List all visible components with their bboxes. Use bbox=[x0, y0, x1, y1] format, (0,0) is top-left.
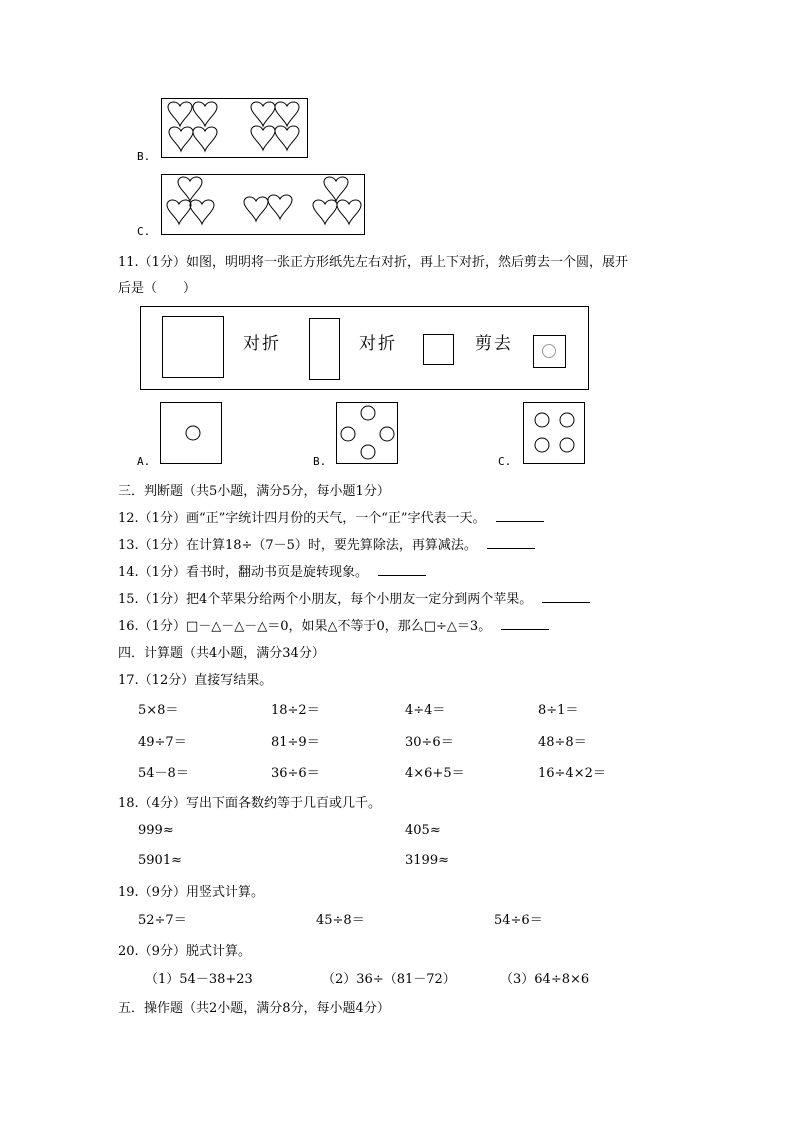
square-paper bbox=[162, 316, 224, 378]
q18-item: 405≈ bbox=[405, 823, 441, 838]
q13: 13.（1分）在计算18÷（7－5）时，要先算除法，再算减法。 bbox=[118, 534, 535, 553]
q17-item: 81÷9＝ bbox=[271, 735, 320, 750]
q10-option-b-figure bbox=[161, 98, 308, 159]
heart-icon bbox=[275, 126, 299, 150]
heart-icon bbox=[167, 200, 191, 224]
q11-option-c-label: C. bbox=[498, 455, 512, 468]
heart-icon bbox=[251, 126, 275, 150]
heart-icon bbox=[169, 127, 193, 151]
q20-item: （3）64÷8×6 bbox=[500, 972, 590, 987]
q20-title: 20.（9分）脱式计算。 bbox=[118, 944, 251, 959]
q17-item: 54－8＝ bbox=[138, 766, 189, 781]
q20-item: （2）36÷（81－72） bbox=[322, 972, 456, 987]
q11-fold-diagram bbox=[140, 306, 589, 390]
answer-blank[interactable] bbox=[496, 508, 544, 522]
q20-item: （1）54－38+23 bbox=[145, 972, 253, 987]
cut-circle-icon bbox=[542, 344, 556, 358]
q17-title: 17.（12分）直接写结果。 bbox=[118, 673, 273, 688]
q10-option-c-figure bbox=[161, 174, 365, 236]
q17-item: 5×8＝ bbox=[138, 703, 179, 718]
answer-blank[interactable] bbox=[501, 616, 549, 630]
q12: 12.（1分）画“正”字统计四月份的天气，一个“正”字代表一天。 bbox=[118, 507, 544, 526]
heart-icon bbox=[178, 177, 202, 201]
cut-step: 剪去 bbox=[475, 334, 513, 354]
q11-option-b-label: B. bbox=[313, 455, 327, 468]
q19-item: 52÷7＝ bbox=[138, 913, 187, 928]
answer-blank[interactable] bbox=[487, 535, 535, 549]
q15: 15.（1分）把4个苹果分给两个小朋友，每个小朋友一定分到两个苹果。 bbox=[118, 588, 590, 607]
fold-step-2: 对折 bbox=[359, 334, 397, 354]
q14: 14.（1分）看书时，翻动书页是旋转现象。 bbox=[118, 561, 426, 580]
q18-title: 18.（4分）写出下面各数约等于几百或几千。 bbox=[118, 796, 381, 811]
q18-item: 5901≈ bbox=[138, 853, 182, 868]
heart-icon bbox=[268, 195, 292, 219]
q17-item: 49÷7＝ bbox=[138, 735, 187, 750]
q17-item: 8÷1＝ bbox=[538, 703, 579, 718]
q11-option-a-figure bbox=[160, 402, 222, 464]
q17-item: 36÷6＝ bbox=[271, 766, 320, 781]
q16: 16.（1分）□－△－△－△＝0，如果△不等于0，那么□÷△＝3。 bbox=[118, 615, 549, 634]
heart-icon bbox=[275, 102, 299, 126]
heart-icon bbox=[193, 102, 217, 126]
heart-icon bbox=[168, 102, 192, 126]
section4-heading: 四．计算题（共4小题，满分34分） bbox=[118, 646, 325, 661]
q17-item: 30÷6＝ bbox=[405, 735, 454, 750]
folded-paper-half bbox=[309, 318, 340, 380]
section5-heading: 五．操作题（共2小题，满分8分，每小题4分） bbox=[118, 1001, 390, 1016]
folded-paper-quarter bbox=[423, 334, 454, 365]
q11-text-line2: 后是（ ） bbox=[118, 281, 197, 296]
cut-paper bbox=[533, 335, 566, 368]
q17-item: 4÷4＝ bbox=[405, 703, 446, 718]
heart-icon bbox=[193, 127, 217, 151]
q19-item: 45÷8＝ bbox=[316, 913, 365, 928]
heart-icon bbox=[313, 200, 337, 224]
answer-blank[interactable] bbox=[378, 562, 426, 576]
heart-icon bbox=[190, 200, 214, 224]
q17-item: 18÷2＝ bbox=[271, 703, 320, 718]
q19-item: 54÷6＝ bbox=[494, 913, 543, 928]
q18-item: 999≈ bbox=[138, 823, 174, 838]
q10-option-c-label: C. bbox=[137, 225, 151, 238]
section3-heading: 三．判断题（共5小题，满分5分，每小题1分） bbox=[118, 484, 390, 499]
q11-option-a-label: A. bbox=[137, 455, 151, 468]
q17-item: 48÷8＝ bbox=[538, 735, 587, 750]
fold-step-1: 对折 bbox=[243, 334, 281, 354]
heart-icon bbox=[251, 102, 275, 126]
heart-icon bbox=[337, 200, 361, 224]
q11-option-c-figure bbox=[523, 402, 585, 464]
q10-option-b-label: B. bbox=[137, 150, 151, 163]
heart-icon bbox=[324, 177, 348, 201]
q17-item: 4×6+5＝ bbox=[405, 766, 465, 781]
heart-icon bbox=[244, 197, 268, 221]
q17-item: 16÷4×2＝ bbox=[538, 766, 606, 781]
q11-option-b-figure bbox=[336, 402, 398, 464]
q19-title: 19.（9分）用竖式计算。 bbox=[118, 885, 264, 900]
q18-item: 3199≈ bbox=[405, 853, 449, 868]
answer-blank[interactable] bbox=[542, 589, 590, 603]
q11-text-line1: 11.（1分）如图，明明将一张正方形纸先左右对折，再上下对折，然后剪去一个圆，展开 bbox=[118, 255, 628, 270]
